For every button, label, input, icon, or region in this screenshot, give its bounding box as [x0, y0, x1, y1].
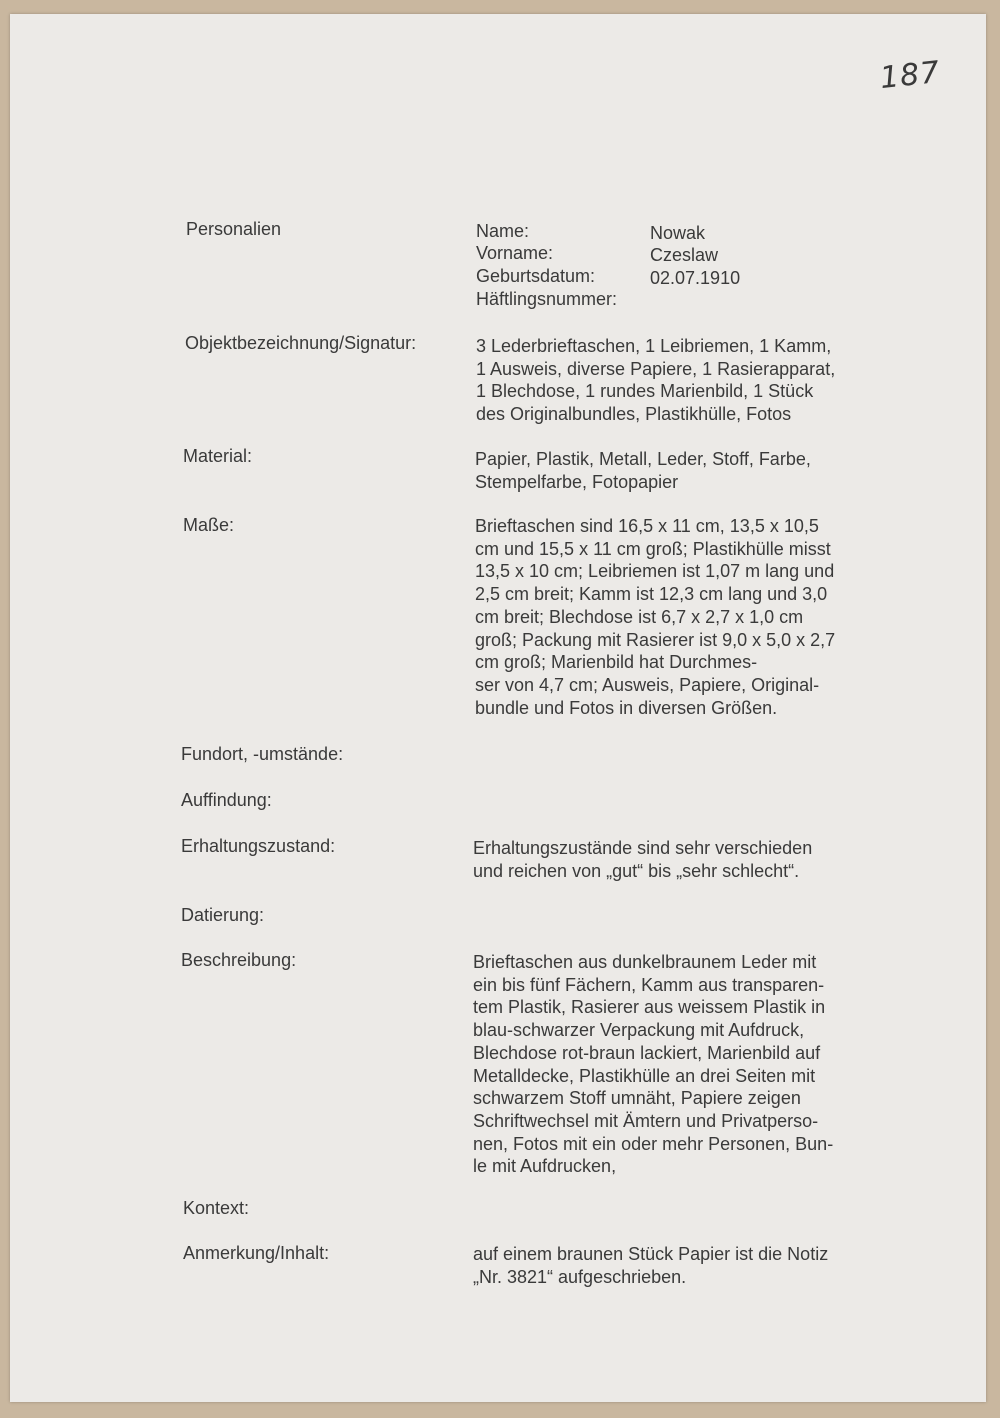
section-label-anmerkung: Anmerkung/Inhalt: [183, 1243, 330, 1263]
section-value-beschreibung: Brieftaschen aus dunkelbraunem Leder mit ein bis fünf Fächern, Kamm aus transparen- tem Plastik, Rasierer aus weissem Plastik in blau-schwarzer Verpackung mit Aufdruck, Blechdose rot-braun lackiert, Marienbild auf Metalldecke, Plastikhülle an drei Seiten mit schwarzem Stoff umnäht, Papiere zeigen Schriftwechsel mit Ämtern und Privatperso- nen, Fotos mit ein oder mehr Personen, Bun- le mit Aufdrucken, [473, 952, 834, 1177]
section-label-auffindung: Auffindung: [181, 790, 272, 810]
field-value-vorname: Czeslaw [650, 245, 719, 265]
section-label-erhaltungszustand: Erhaltungszustand: [181, 836, 336, 856]
section-label-datierung: Datierung: [181, 905, 265, 925]
section-value-anmerkung: auf einem braunen Stück Papier ist die Notiz „Nr. 3821“ aufgeschrieben. [473, 1244, 829, 1287]
section-label-fundort: Fundort, -umstände: [181, 744, 344, 764]
section-value-erhaltungszustand: Erhaltungszustände sind sehr verschieden und reichen von „gut“ bis „sehr schlecht“. [473, 838, 813, 881]
section-label-beschreibung: Beschreibung: [181, 950, 297, 970]
handwritten-page-number: 187 [878, 54, 942, 97]
field-value-geburtsdatum: 02.07.1910 [650, 268, 741, 288]
section-label-material: Material: [183, 446, 253, 466]
field-label-haeftlingsnummer: Häftlingsnummer: [476, 289, 618, 309]
field-value-name: Nowak [650, 223, 706, 243]
field-label-name: Name: [476, 221, 530, 241]
section-label-personalien: Personalien [186, 219, 282, 239]
section-label-kontext: Kontext: [183, 1198, 250, 1218]
field-label-geburtsdatum: Geburtsdatum: [476, 266, 596, 286]
section-value-objektbezeichnung: 3 Lederbrieftaschen, 1 Leibriemen, 1 Kamm, 1 Ausweis, diverse Papiere, 1 Rasierapparat, 1 Blechdose, 1 rundes Marienbild, 1 Stück des Originalbundles, Plastikhülle, Fotos [476, 336, 836, 425]
section-label-objektbezeichnung: Objektbezeichnung/Signatur: [185, 333, 417, 353]
section-label-masse: Maße: [183, 515, 235, 535]
field-label-vorname: Vorname: [476, 243, 554, 263]
section-value-material: Papier, Plastik, Metall, Leder, Stoff, Farbe, Stempelfarbe, Fotopapier [475, 449, 811, 492]
section-value-masse: Brieftaschen sind 16,5 x 11 cm, 13,5 x 10,5 cm und 15,5 x 11 cm groß; Plastikhülle misst 13,5 x 10 cm; Leibriemen ist 1,07 m lang und 2,5 cm breit; Kamm ist 12,3 cm lang und 3,0 cm breit; Blechdose ist 6,7 x 2,7 x 1,0 cm groß; Packung mit Rasierer ist 9,0 x 5,0 x 2,7 cm groß; Marienbild hat Durchmes- ser von 4,7 cm; Ausweis, Papiere, Original- bundle und Fotos in diversen Größen. [475, 516, 836, 718]
